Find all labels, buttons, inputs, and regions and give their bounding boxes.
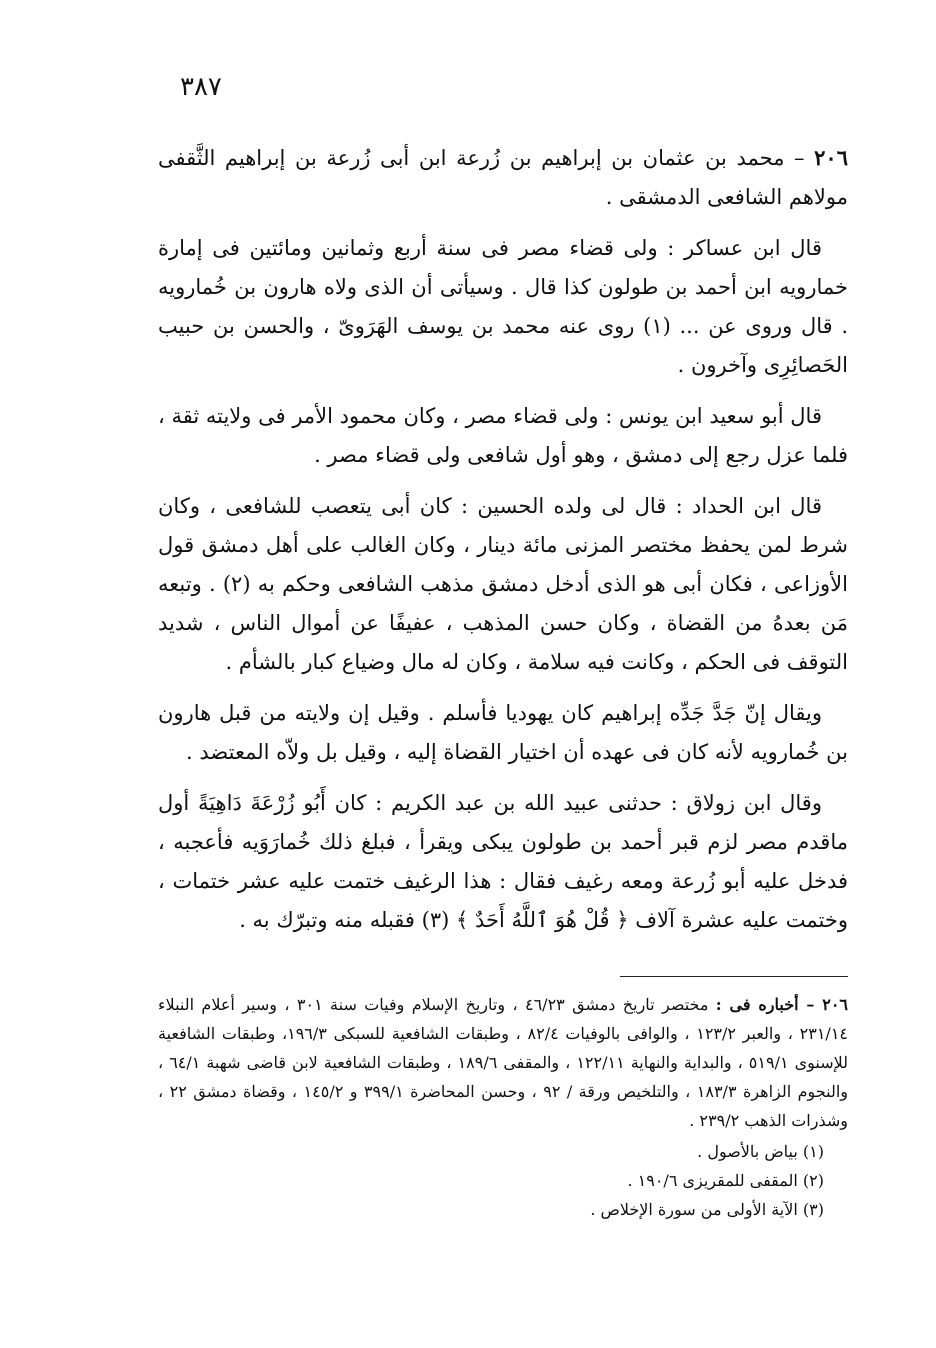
footnote-3: (٣) الآية الأولى من سورة الإخلاص .	[590, 1200, 824, 1219]
paragraph-lineage: ويقال إنّ جَدَّ جَدِّه إبراهيم كان يهوديا فأسلم . وقيل إن ولايته من قبل هارون بن خُمارويه لأنه كان فى عهده أن اختيار القضاة إليه ، وقيل بل ولاّه المعتضد .	[158, 701, 848, 764]
footnote-divider	[620, 976, 848, 977]
entry-number: ٢٠٦	[814, 145, 848, 170]
page-number: ٣٨٧	[180, 72, 222, 102]
footnotes	[158, 990, 848, 1224]
entry-heading-text: محمد بن عثمان بن إبراهيم بن زُرعة ابن أبى زُرعة بن إبراهيم الثَّقفى مولاهم الشافعى الدمشقى .	[158, 146, 848, 209]
entry-dash: –	[784, 146, 815, 170]
paragraph-ibn-asakir: قال ابن عساكر : ولى قضاء مصر فى سنة أربع وثمانين ومائتين فى إمارة خمارويه ابن أحمد بن طولون كذا قال . وسيأتى أن الذى ولاه هارون بن خُمارويه . قال وروى عن ... (١) روى عنه محمد بن يوسف الهَرَوىّ ، والحسن بن حبيب الحَصائِرِى وآخرون .	[158, 236, 848, 377]
paragraph-ibn-yunus: قال أبو سعيد ابن يونس : ولى قضاء مصر ، وكان محمود الأمر فى ولايته ثقة ، فلما عزل رجع إلى دمشق ، وهو أول شافعى ولى قضاء مصر .	[158, 404, 848, 467]
footnote-sources-text: مختصر تاريخ دمشق ٤٦/٢٣ ، وتاريخ الإسلام وفيات سنة ٣٠١ ، وسير أعلام النبلاء ٢٣١/١٤ ، والعبر ١٢٣/٢ ، والوافى بالوفيات ٨٢/٤ ، وطبقات الشافعية للسبكى ١٩٦/٣، وطبقات الشافعية للإسنوى ٥١٩/١ ، والبداية والنهاية ١٢٢/١١ ، والمقفى ١٨٩/٦ ، وطبقات الشافعية لابن قاضى شهبة ٦٤/١ ، والنجوم الزاهرة ١٨٣/٣ ، والتلخيص ورقة / ٩٢ ، وحسن المحاضرة ٣٩٩/١ و ١٤٥/٢ ، وقضاة دمشق ٢٢ ، وشذرات الذهب ٢٣٩/٢ .	[158, 995, 849, 1130]
paragraph-ibn-zulaq: وقال ابن زولاق : حدثنى عبيد الله بن عبد الكريم : كان أَبُو زُرْعَةَ دَاهِيَةً أول ماقدم مصر لزم قبر أحمد بن طولون يبكى ويقرأ ، فبلغ ذلك خُمارَوَيه فأعجبه ، فدخل عليه أبو زُرعة ومعه رغيف فقال : هذا الرغيف ختمت عليه عشر ختمات ، وختمت عليه عشرة آلاف ﴿ قُلْ هُوَ ٱللَّهُ أَحَدٌ ﴾ (٣) فقبله منه وتبرّك به .	[158, 791, 848, 932]
footnote-sources	[158, 990, 848, 1135]
paragraph-ibn-haddad: قال ابن الحداد : قال لى ولده الحسين : كان أبى يتعصب للشافعى ، وكان شرط لمن يحفظ مختصر المزنى مائة دينار ، وكان الغالب على أهل دمشق قول الأوزاعى ، فكان أبى هو الذى أدخل دمشق مذهب الشافعى وحكم به (٢) . وتبعه مَن بعدهُ من القضاة ، وكان حسن المذهب ، عفيفًا عن أموال الناس ، شديد التوقف فى الحكم ، وكانت فيه سلامة ، وكان له مال وضياع كبار بالشأم .	[158, 494, 848, 674]
footnote-1: (١) بياض بالأصول .	[697, 1142, 824, 1161]
footnote-2: (٢) المقفى للمقريزى ١٩٠/٦ .	[627, 1171, 824, 1190]
main-text	[158, 138, 848, 952]
entry-heading	[158, 138, 848, 217]
footnote-sources-label: ٢٠٦ – أخباره فى :	[715, 995, 849, 1014]
